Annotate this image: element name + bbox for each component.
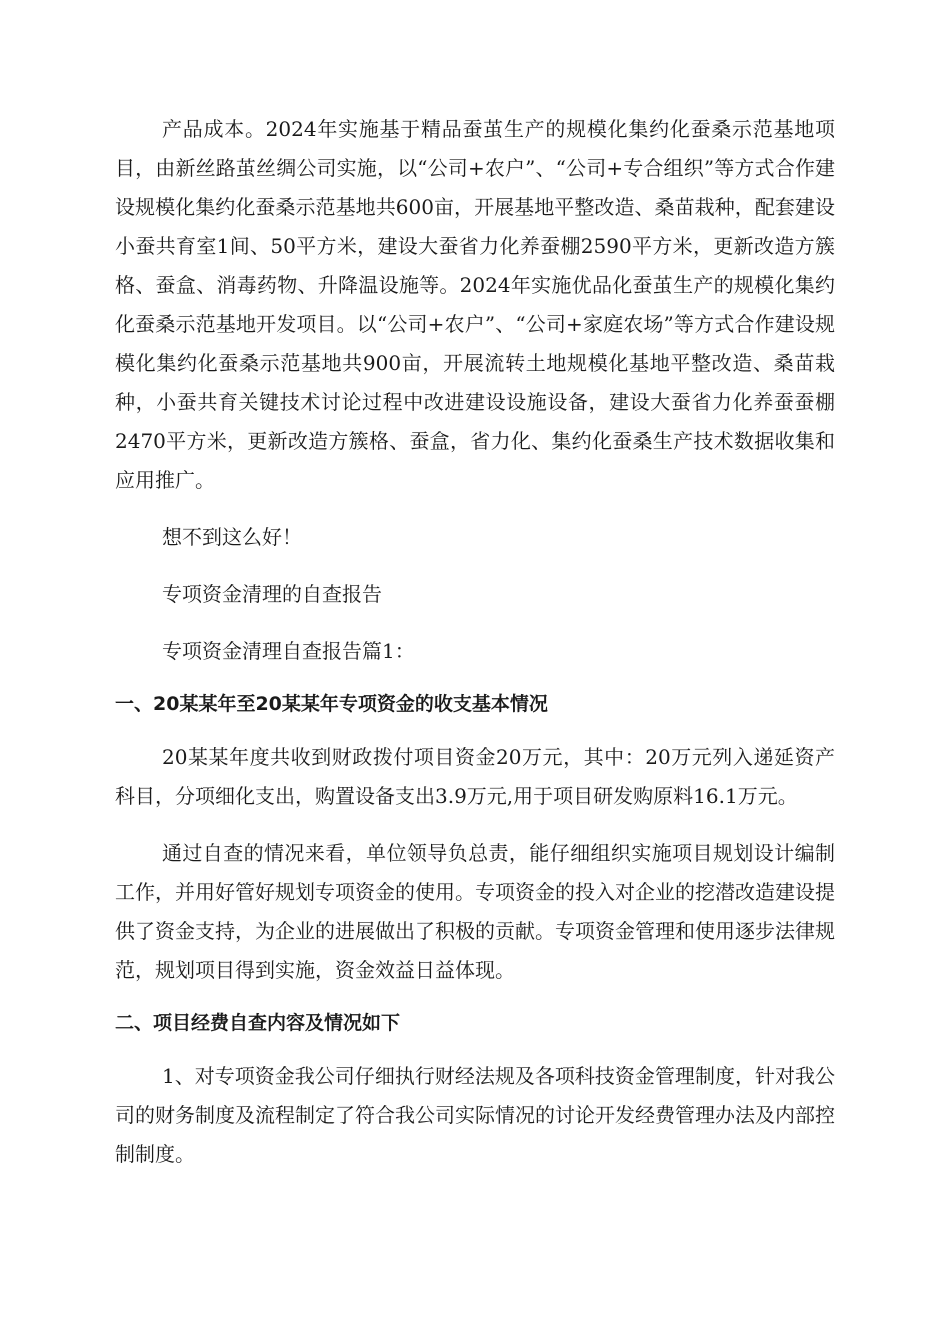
- section-heading-2: 二、项目经费自查内容及情况如下: [115, 1012, 401, 1034]
- paragraph-project-cost: 产品成本。2024年实施基于精品蚕茧生产的规模化集约化蚕桑示范基地项目，由新丝路茧丝绸公司实施，以“公司+农户”、“公司+专合组织”等方式合作建设规模化集约化蚕桑示范基地共600亩，开展基地平整改造、桑苗栽种，配套建设小蚕共育室1间、50平方米，建设大蚕省力化养蚕棚2590平方米，更新改造方簇格、蚕盒、消毒药物、升降温设施等。2024年实施优品化蚕茧生产的规模化集约化蚕桑示范基地开发项目。以“公司+农户”、“公司+家庭农场”等方式合作建设规模化集约化蚕桑示范基地共900亩，开展流转土地规模化基地平整改造、桑苗栽种，小蚕共育关键技术讨论过程中改进建设设施设备，建设大蚕省力化养蚕蚕棚2470平方米，更新改造方簇格、蚕盒，省力化、集约化蚕桑生产技术数据收集和应用推广。: [115, 117, 835, 492]
- paragraph-exclamation: 想不到这么好！: [162, 525, 302, 549]
- document-page: [115, 110, 835, 1174]
- paragraph-self-check-summary: 通过自查的情况来看，单位领导负总责，能仔细组织实施项目规划设计编制工作，并用好管好规划专项资金的使用。专项资金的投入对企业的挖潜改造建设提供了资金支持，为企业的进展做出了积极的贡献。专项资金管理和使用逐步法律规范，规划项目得到实施，资金效益日益体现。: [115, 841, 835, 982]
- paragraph-report-subtitle: 专项资金清理自查报告篇1：: [162, 639, 415, 663]
- paragraph-funding-income: 20某某年度共收到财政拨付项目资金20万元，其中：20万元列入递延资产科目，分项细化支出，购置设备支出3.9万元,用于项目研发购原料16.1万元。: [115, 745, 835, 808]
- paragraph-item-1: 1、对专项资金我公司仔细执行财经法规及各项科技资金管理制度，针对我公司的财务制度及流程制定了符合我公司实际情况的讨论开发经费管理办法及内部控制制度。: [115, 1064, 835, 1166]
- paragraph-report-title: 专项资金清理的自查报告: [162, 582, 382, 606]
- section-heading-1: 一、20某某年至20某某年专项资金的收支基本情况: [115, 693, 548, 715]
